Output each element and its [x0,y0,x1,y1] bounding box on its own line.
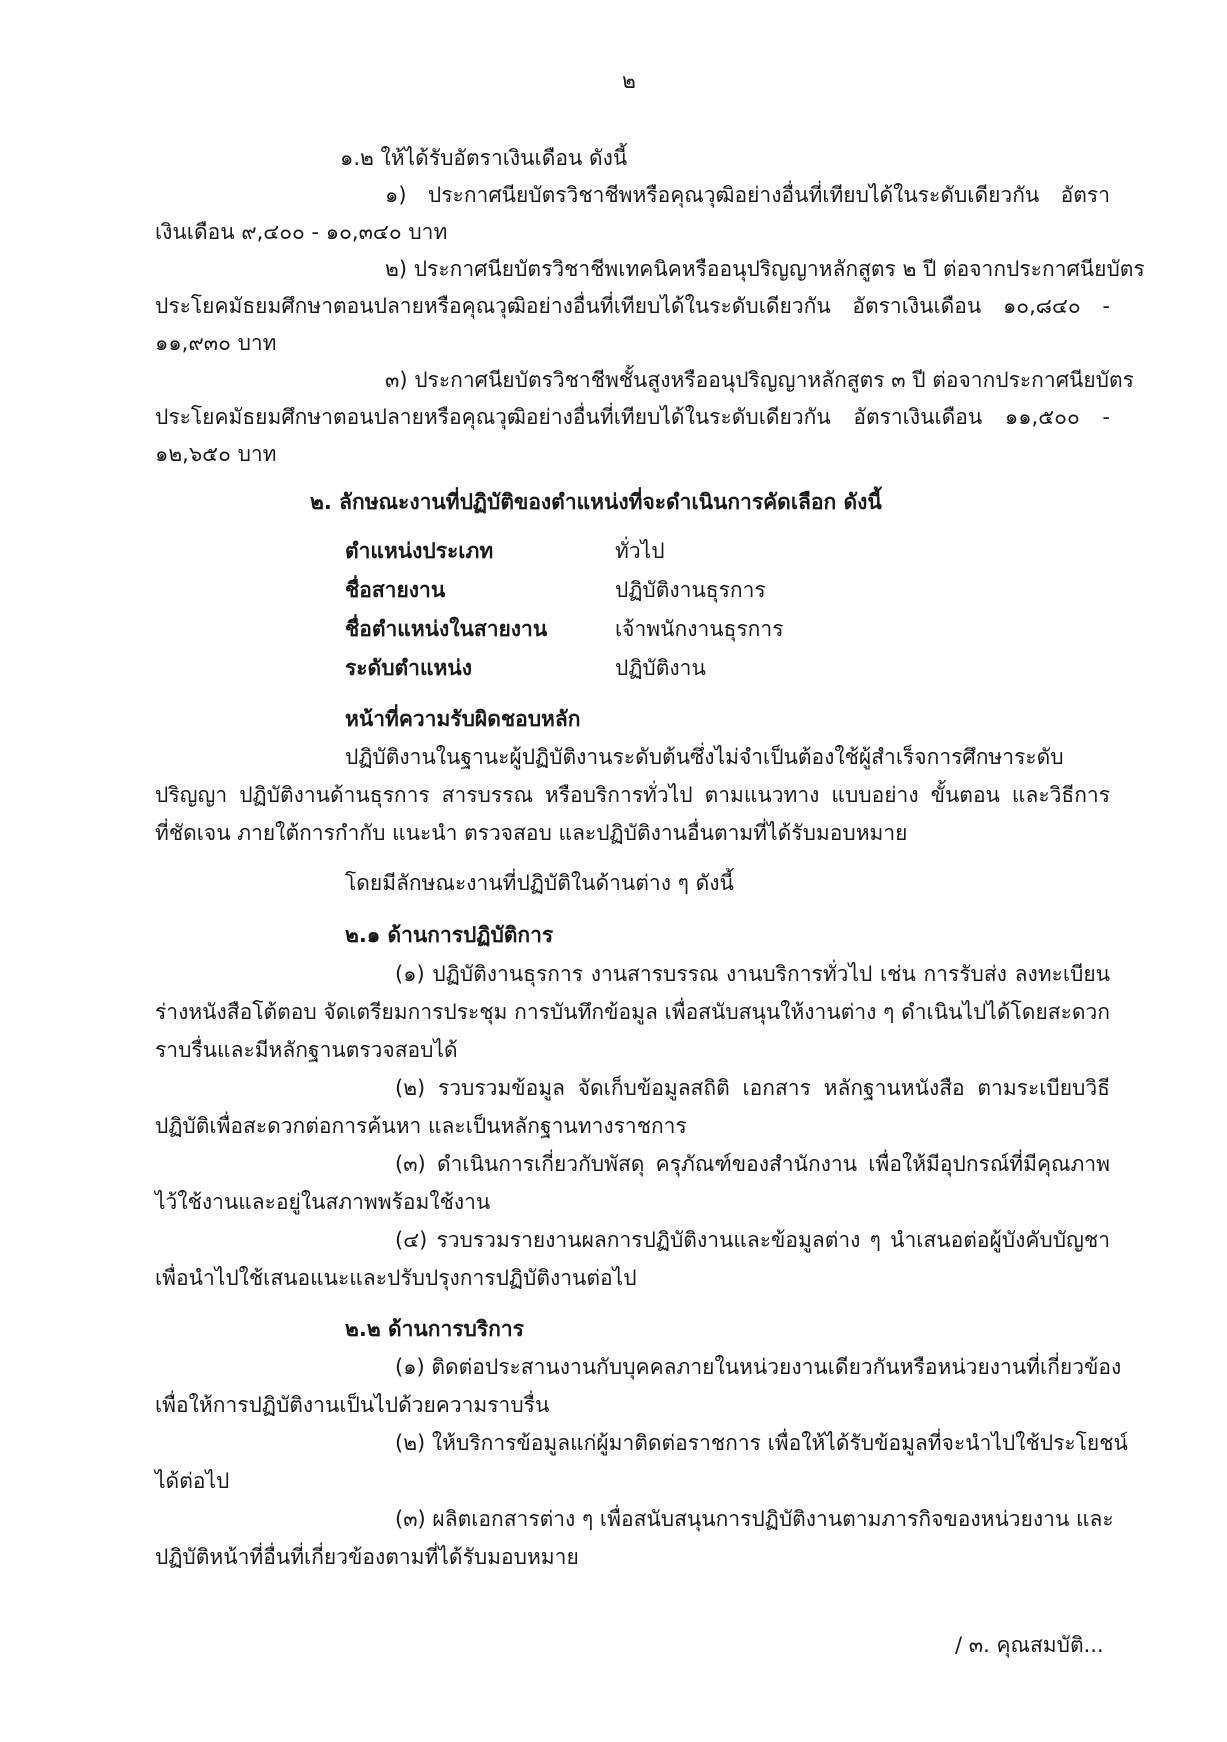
section-2-1-heading: ๒.๑ ด้านการปฏิบัติการ [345,923,554,947]
operation-item-2-line1: (๒) รวบรวมข้อมูล จัดเก็บข้อมูลสถิติ เอกสาร หลักฐานหนังสือ ตามระเบียบวิธี [395,1076,1110,1100]
service-item-2-line2: ได้ต่อไป [155,1469,230,1493]
service-item-1-line1: (๑) ติดต่อประสานงานกับบุคคลภายในหน่วยงานเดียวกันหรือหน่วยงานที่เกี่ยวข้อง [395,1355,1122,1379]
salary-item-1-line1: ๑) ประกาศนียบัตรวิชาชีพหรือคุณวุฒิอย่างอื่นที่เทียบได้ในระดับเดียวกัน อัตรา [385,183,1110,207]
operation-item-4-line1: (๔) รวบรวมรายงานผลการปฏิบัติงานและข้อมูลต่าง ๆ นำเสนอต่อผู้บังคับบัญชา [395,1228,1110,1252]
section-2-heading: ๒. ลักษณะงานที่ปฏิบัติของตำแหน่งที่จะดำเนินการคัดเลือก ดังนี้ [310,490,882,514]
salary-item-2-line1: ๒) ประกาศนียบัตรวิชาชีพเทคนิคหรืออนุปริญญาหลักสูตร ๒ ปี ต่อจากประกาศนียบัตร [385,257,1145,281]
salary-item-3-line1: ๓) ประกาศนียบัตรวิชาชีพชั้นสูงหรืออนุปริญญาหลักสูตร ๓ ปี ต่อจากประกาศนียบัตร [385,368,1134,392]
operation-item-2-line2: ปฏิบัติเพื่อสะดวกต่อการค้นหา และเป็นหลักฐานทางราชการ [155,1114,687,1138]
section-2-2-heading: ๒.๒ ด้านการบริการ [345,1317,524,1341]
salary-item-2-line3: ๑๑,๙๓๐ บาท [155,331,277,355]
duty-heading: หน้าที่ความรับผิดชอบหลัก [345,707,581,731]
operation-item-1-line3: ราบรื่นและมีหลักฐานตรวจสอบได้ [155,1038,458,1062]
operation-item-1-line1: (๑) ปฏิบัติงานธุรการ งานสารบรรณ งานบริการทั่วไป เช่น การรับส่ง ลงทะเบียน [395,962,1110,986]
duty-intro: โดยมีลักษณะงานที่ปฏิบัติในด้านต่าง ๆ ดังนี้ [345,871,734,895]
field-label-position-level: ระดับตำแหน่ง [345,656,472,680]
field-value-line-of-work: ปฏิบัติงานธุรการ [615,578,766,602]
field-label-position-type: ตำแหน่งประเภท [345,539,494,563]
salary-item-1-line2: เงินเดือน ๙,๔๐๐ - ๑๐,๓๔๐ บาท [155,220,448,244]
section-1-2-heading: ๑.๒ ให้ได้รับอัตราเงินเดือน ดังนี้ [340,146,628,170]
service-item-2-line1: (๒) ให้บริการข้อมูลแก่ผู้มาติดต่อราชการ เพื่อให้ได้รับข้อมูลที่จะนำไปใช้ประโยชน์ [395,1431,1128,1455]
field-value-position-level: ปฏิบัติงาน [615,656,706,680]
duty-line2: ปริญญา ปฏิบัติงานด้านธุรการ สารบรรณ หรือบริการทั่วไป ตามแนวทาง แบบอย่าง ขั้นตอน และวิธีการ [155,783,1110,807]
service-item-1-line2: เพื่อให้การปฏิบัติงานเป็นไปด้วยความราบรื่น [155,1393,550,1417]
field-label-line-of-work: ชื่อสายงาน [345,578,446,602]
operation-item-1-line2: ร่างหนังสือโต้ตอบ จัดเตรียมการประชุม การบันทึกข้อมูล เพื่อสนับสนุนให้งานต่าง ๆ ดำเนินไปได้โดยสะดวก [155,1000,1110,1024]
salary-item-3-line2: ประโยคมัธยมศึกษาตอนปลายหรือคุณวุฒิอย่างอื่นที่เทียบได้ในระดับเดียวกัน อัตราเงินเดือน ๑๑,๕๐๐ - [155,405,1110,429]
duty-line3: ที่ชัดเจน ภายใต้การกำกับ แนะนำ ตรวจสอบ และปฏิบัติงานอื่นตามที่ได้รับมอบหมาย [155,821,908,845]
field-value-position-type: ทั่วไป [615,539,665,563]
operation-item-4-line2: เพื่อนำไปใช้เสนอแนะและปรับปรุงการปฏิบัติงานต่อไป [155,1266,637,1290]
service-item-3-line2: ปฏิบัติหน้าที่อื่นที่เกี่ยวข้องตามที่ได้รับมอบหมาย [155,1545,579,1569]
field-label-position-name: ชื่อตำแหน่งในสายงาน [345,617,548,641]
field-value-position-name: เจ้าพนักงานธุรการ [615,617,784,641]
operation-item-3-line1: (๓) ดำเนินการเกี่ยวกับพัสดุ ครุภัณฑ์ของสำนักงาน เพื่อให้มีอุปกรณ์ที่มีคุณภาพ [395,1152,1110,1176]
footer-continuation: / ๓. คุณสมบัติ... [955,1633,1104,1657]
salary-item-2-line2: ประโยคมัธยมศึกษาตอนปลายหรือคุณวุฒิอย่างอื่นที่เทียบได้ในระดับเดียวกัน อัตราเงินเดือน ๑๐,๘๔๐ - [155,294,1110,318]
duty-line1: ปฏิบัติงานในฐานะผู้ปฏิบัติงานระดับต้นซึ่งไม่จำเป็นต้องใช้ผู้สำเร็จการศึกษาระดับ [345,745,1064,769]
operation-item-3-line2: ไว้ใช้งานและอยู่ในสภาพพร้อมใช้งาน [155,1190,491,1214]
salary-item-3-line3: ๑๒,๖๕๐ บาท [155,442,277,466]
service-item-3-line1: (๓) ผลิตเอกสารต่าง ๆ เพื่อสนับสนุนการปฏิบัติงานตามภารกิจของหน่วยงาน และ [395,1507,1114,1531]
page-number: ๒ [622,69,636,93]
